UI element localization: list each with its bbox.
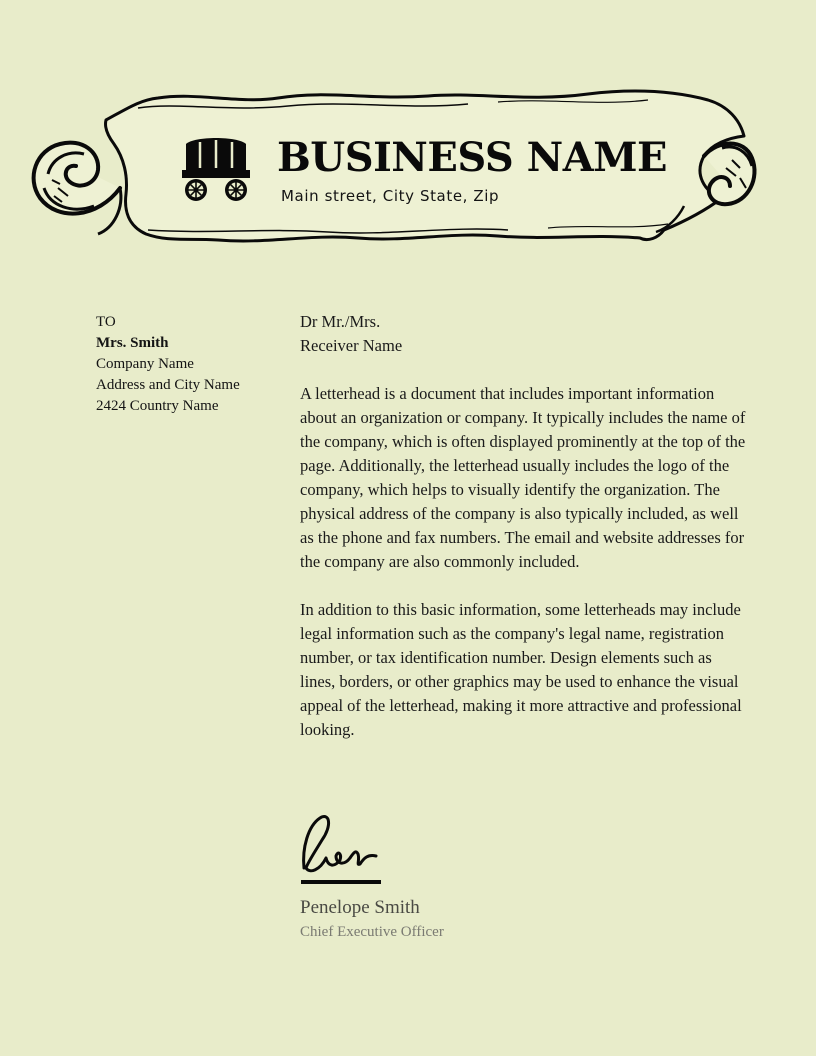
letter-paragraph: In addition to this basic information, some letterheads may include legal information such as the company's legal name, registration number, or tax identification number. Design elements such as lines, borders, or other graphics may be used to enhance the visual appeal of the letterhead, making it more attractive and professional looking.	[300, 600, 742, 739]
letter-body	[300, 310, 750, 766]
letter-paragraph: A letterhead is a document that includes important information about an organization or company. It typically includes the name of the company, which is often displayed prominently at the top of the page. Additionally, the letterhead usually includes the logo of the company, which helps to visually identify the organization. The physical address of the company is also typically included, as well as the phone and fax numbers. The email and website addresses for the company are also commonly included.	[300, 384, 746, 571]
signer-name: Penelope Smith	[300, 897, 420, 918]
letter-receiver: Receiver Name	[300, 336, 403, 355]
letter-greeting	[300, 310, 750, 358]
business-name: BUSINESS NAME	[277, 134, 668, 181]
scroll-left-curl	[34, 143, 121, 234]
covered-wagon-icon	[180, 134, 252, 204]
recipient-name: Mrs. Smith	[96, 335, 169, 351]
recipient-company: Company Name	[96, 356, 194, 372]
recipient-block	[96, 312, 240, 417]
signature-icon	[298, 808, 386, 888]
recipient-to-label: TO	[96, 314, 116, 330]
letter-salutation: Dr Mr./Mrs.	[300, 312, 381, 331]
recipient-address: Address and City Name	[96, 377, 240, 393]
recipient-country: 2424 Country Name	[96, 398, 219, 414]
business-address: Main street, City State, Zip	[281, 187, 500, 205]
signer-title: Chief Executive Officer	[300, 924, 444, 940]
